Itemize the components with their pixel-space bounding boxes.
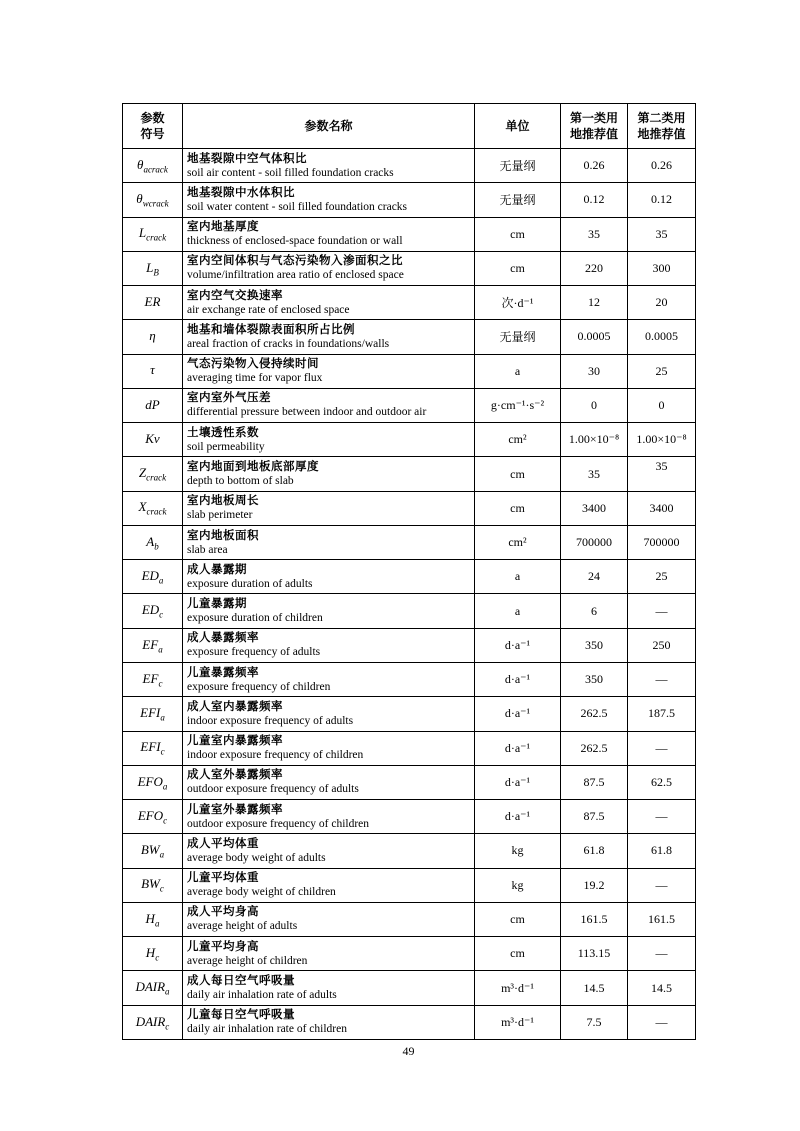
value-class2: 187.5 (628, 697, 696, 731)
param-symbol-main: BW (140, 842, 160, 858)
value-class1: 14.5 (561, 971, 628, 1005)
param-name-cell (183, 731, 475, 765)
value-class1: 24 (561, 560, 628, 594)
param-name-cell (183, 937, 475, 971)
table-row (123, 731, 696, 765)
param-symbol-sub: wcrack (142, 198, 169, 209)
param-name-cell (183, 251, 475, 285)
param-symbol-cell (123, 388, 183, 422)
table-header (123, 104, 696, 149)
param-name-zh: 儿童每日空气呼吸量 (187, 1009, 295, 1022)
param-symbol-cell (123, 731, 183, 765)
table-row (123, 834, 696, 868)
param-symbol-main: EFI (140, 739, 161, 755)
param-symbol-sub: b (154, 541, 159, 552)
param-symbol-sub: c (158, 678, 163, 689)
value-class1: 19.2 (561, 868, 628, 902)
param-symbol-cell (123, 800, 183, 834)
param-symbol-cell (123, 628, 183, 662)
header-line: 参数名称 (304, 119, 353, 133)
param-symbol-main: DAIR (135, 979, 166, 995)
param-name-cell (183, 834, 475, 868)
table-row (123, 1005, 696, 1039)
table-body (123, 149, 696, 1040)
param-name-cell (183, 697, 475, 731)
param-unit: a (475, 594, 561, 628)
param-name-zh: 地基和墙体裂隙表面积所占比例 (187, 323, 355, 336)
param-name-zh: 地基裂隙中空气体积比 (187, 152, 307, 165)
table-row (123, 868, 696, 902)
value-class2: 3400 (628, 491, 696, 525)
param-unit: kg (475, 834, 561, 868)
header-line: 第一类用 (569, 111, 618, 125)
param-name-cell (183, 560, 475, 594)
value-class2: — (628, 731, 696, 765)
param-name-zh: 儿童室外暴露频率 (187, 803, 283, 816)
header-line: 地推荐值 (569, 127, 618, 141)
param-symbol-cell (123, 251, 183, 285)
value-class2: — (628, 937, 696, 971)
param-symbol-main: BW (141, 876, 160, 892)
param-name-zh: 室内室外气压差 (187, 392, 271, 405)
param-name-zh: 成人室内暴露频率 (187, 700, 283, 713)
param-name-cell (183, 354, 475, 388)
param-name-en: average height of children (187, 954, 308, 967)
param-symbol-main: ED (141, 602, 160, 618)
table-row (123, 251, 696, 285)
param-symbol-cell (123, 937, 183, 971)
param-symbol-sub: c (159, 609, 164, 620)
param-symbol-main: θ (136, 191, 143, 207)
value-class2: 300 (628, 251, 696, 285)
param-name-en: areal fraction of cracks in foundations/walls (187, 337, 390, 350)
param-symbol-main: EF (142, 636, 159, 652)
param-unit: cm (475, 251, 561, 285)
param-name-cell (183, 800, 475, 834)
param-name-en: soil water content - soil filled foundation cracks (187, 200, 408, 213)
param-unit: d·a⁻¹ (475, 628, 561, 662)
param-name-cell (183, 525, 475, 559)
param-symbol-main: H (145, 944, 156, 960)
param-symbol-sub: crack (146, 232, 167, 243)
param-name-zh: 成人暴露频率 (187, 632, 259, 645)
table-row (123, 525, 696, 559)
param-symbol-sub: a (158, 644, 163, 655)
value-class2: — (628, 1005, 696, 1039)
value-class1: 61.8 (561, 834, 628, 868)
value-class1: 12 (561, 286, 628, 320)
param-symbol-sub: c (165, 1021, 170, 1032)
param-unit: cm (475, 937, 561, 971)
table-row (123, 902, 696, 936)
param-name-zh: 室内地基厚度 (187, 221, 259, 234)
param-name-cell (183, 971, 475, 1005)
param-name-cell (183, 423, 475, 457)
page-number: 49 (402, 1044, 415, 1058)
param-symbol-cell (123, 1005, 183, 1039)
param-symbol-cell (123, 217, 183, 251)
header-line: 单位 (505, 119, 530, 133)
param-name-cell (183, 388, 475, 422)
header-row (123, 104, 696, 149)
value-class1: 3400 (561, 491, 628, 525)
param-unit: cm (475, 491, 561, 525)
param-symbol-main: A (146, 533, 155, 549)
value-class1: 262.5 (561, 731, 628, 765)
param-name-cell (183, 594, 475, 628)
param-symbol-sub: a (158, 575, 164, 586)
param-name-zh: 地基裂隙中水体积比 (187, 186, 295, 199)
param-symbol-main: Z (138, 465, 147, 481)
header-line: 第二类用 (637, 111, 686, 125)
value-class2: — (628, 662, 696, 696)
param-symbol-main: τ (150, 362, 155, 378)
param-name-zh: 室内地板面积 (187, 529, 259, 542)
value-class1: 87.5 (561, 800, 628, 834)
value-class2: 0.26 (628, 149, 696, 183)
param-name-en: differential pressure between indoor and outdoor air (187, 406, 427, 419)
param-name-zh: 室内空气交换速率 (187, 289, 283, 302)
param-symbol-sub: crack (146, 472, 167, 483)
value-class2: 62.5 (628, 765, 696, 799)
param-unit: 无量纲 (475, 183, 561, 217)
param-symbol-main: Kv (145, 430, 160, 446)
param-unit: a (475, 560, 561, 594)
param-symbol-sub: c (155, 952, 160, 963)
param-symbol-cell (123, 457, 183, 491)
param-name-en: depth to bottom of slab (187, 475, 294, 488)
value-class1: 350 (561, 662, 628, 696)
table-row (123, 354, 696, 388)
table-row (123, 183, 696, 217)
param-symbol-cell (123, 286, 183, 320)
param-symbol-cell (123, 594, 183, 628)
value-class2: 20 (628, 286, 696, 320)
param-symbol-sub: a (165, 986, 170, 997)
table-row (123, 423, 696, 457)
param-name-zh: 儿童暴露期 (187, 598, 247, 611)
param-name-en: average body weight of adults (187, 851, 326, 864)
param-name-en: averaging time for vapor flux (187, 372, 323, 385)
param-symbol-sub: crack (146, 507, 167, 518)
value-class1: 35 (561, 217, 628, 251)
param-name-cell (183, 662, 475, 696)
param-name-cell (183, 1005, 475, 1039)
param-name-en: slab area (187, 543, 228, 556)
table-row (123, 149, 696, 183)
param-unit: cm² (475, 423, 561, 457)
value-class1: 30 (561, 354, 628, 388)
param-symbol-sub: B (153, 267, 159, 278)
value-class2: — (628, 868, 696, 902)
param-name-cell (183, 457, 475, 491)
param-name-en: exposure frequency of adults (187, 646, 321, 659)
value-class2: 25 (628, 354, 696, 388)
value-class2: 0.0005 (628, 320, 696, 354)
col-header-class1-value (561, 104, 628, 149)
param-name-zh: 儿童室内暴露频率 (187, 735, 283, 748)
table-row (123, 662, 696, 696)
param-name-zh: 土壤透性系数 (187, 426, 259, 439)
param-name-zh: 气态污染物入侵持续时间 (187, 358, 319, 371)
param-symbol-cell (123, 423, 183, 457)
param-symbol-main: EFI (140, 705, 161, 721)
param-symbol-main: DAIR (135, 1013, 166, 1029)
param-symbol-main: EFO (137, 773, 163, 789)
value-class1: 0.26 (561, 149, 628, 183)
param-unit: cm (475, 457, 561, 491)
param-symbol-sub: c (159, 884, 164, 894)
param-unit: cm (475, 902, 561, 936)
param-symbol-main: X (138, 499, 147, 515)
value-class1: 262.5 (561, 697, 628, 731)
value-class1: 1.00×10⁻⁸ (561, 423, 628, 457)
param-name-en: thickness of enclosed-space foundation or wall (187, 235, 403, 248)
param-symbol-cell (123, 491, 183, 525)
value-class1: 350 (561, 628, 628, 662)
param-name-cell (183, 286, 475, 320)
param-symbol-main: L (138, 225, 147, 241)
param-name-zh: 室内地板周长 (187, 495, 259, 508)
param-symbol-cell (123, 902, 183, 936)
param-unit: 无量纲 (475, 149, 561, 183)
param-symbol-sub: a (162, 781, 168, 792)
param-symbol-cell (123, 183, 183, 217)
param-unit: a (475, 354, 561, 388)
value-class2: 161.5 (628, 902, 696, 936)
param-unit: 次·d⁻¹ (475, 286, 561, 320)
param-symbol-main: η (149, 328, 156, 344)
param-unit: m³·d⁻¹ (475, 1005, 561, 1039)
param-symbol-main: H (145, 910, 155, 926)
value-class2: 0 (628, 388, 696, 422)
table-row (123, 765, 696, 799)
param-symbol-cell (123, 149, 183, 183)
table-row (123, 697, 696, 731)
table-row (123, 491, 696, 525)
value-class1: 0.0005 (561, 320, 628, 354)
table-row (123, 560, 696, 594)
value-class2: 14.5 (628, 971, 696, 1005)
param-name-zh: 室内地面到地板底部厚度 (187, 461, 319, 474)
value-class1: 87.5 (561, 765, 628, 799)
param-name-cell (183, 183, 475, 217)
param-name-en: daily air inhalation rate of children (187, 1023, 347, 1036)
param-unit: kg (475, 868, 561, 902)
param-name-cell (183, 902, 475, 936)
param-name-zh: 成人暴露期 (187, 563, 247, 576)
param-symbol-main: L (146, 259, 154, 275)
value-class1: 220 (561, 251, 628, 285)
param-symbol-sub: a (159, 849, 165, 860)
table-row (123, 594, 696, 628)
param-symbol-sub: a (160, 712, 165, 723)
param-symbol-cell (123, 354, 183, 388)
param-unit: cm² (475, 525, 561, 559)
header-line: 符号 (140, 127, 165, 141)
param-name-en: air exchange rate of enclosed space (187, 303, 350, 316)
param-name-zh: 儿童暴露频率 (187, 666, 259, 679)
table-row (123, 937, 696, 971)
param-name-zh: 成人室外暴露频率 (187, 769, 283, 782)
param-unit: 无量纲 (475, 320, 561, 354)
param-name-en: daily air inhalation rate of adults (187, 989, 337, 1001)
value-class2: 25 (628, 560, 696, 594)
param-symbol-cell (123, 320, 183, 354)
col-header-name (183, 104, 475, 149)
param-unit: m³·d⁻¹ (475, 971, 561, 1005)
value-class2: — (628, 800, 696, 834)
value-class1: 7.5 (561, 1005, 628, 1039)
table-row (123, 286, 696, 320)
param-symbol-cell (123, 834, 183, 868)
value-class1: 113.15 (561, 937, 628, 971)
param-name-zh: 成人平均体重 (187, 837, 259, 850)
table-row (123, 217, 696, 251)
param-name-en: average body weight of children (187, 886, 336, 899)
value-class1: 35 (561, 457, 628, 491)
value-class2: — (628, 594, 696, 628)
value-class2: 0.12 (628, 183, 696, 217)
value-class2: 61.8 (628, 834, 696, 868)
value-class1: 161.5 (561, 902, 628, 936)
value-class2: 700000 (628, 525, 696, 559)
param-name-cell (183, 868, 475, 902)
value-class2: 35 (628, 217, 696, 251)
param-name-en: slab perimeter (187, 509, 253, 522)
param-symbol-cell (123, 662, 183, 696)
param-name-en: exposure duration of children (187, 612, 323, 625)
param-symbol-cell (123, 525, 183, 559)
col-header-symbol (123, 104, 183, 149)
table-row (123, 320, 696, 354)
param-symbol-main: ED (141, 568, 159, 584)
param-symbol-sub: a (154, 918, 160, 929)
param-name-en: outdoor exposure frequency of children (187, 817, 370, 830)
param-name-cell (183, 320, 475, 354)
param-name-cell (183, 217, 475, 251)
param-unit: cm (475, 217, 561, 251)
param-name-cell (183, 628, 475, 662)
param-symbol-main: EFO (137, 807, 164, 823)
value-class1: 0.12 (561, 183, 628, 217)
value-class2: 1.00×10⁻⁸ (628, 423, 696, 457)
param-symbol-main: dP (145, 396, 160, 412)
value-class1: 6 (561, 594, 628, 628)
header-line: 参数 (140, 111, 165, 125)
param-name-en: indoor exposure frequency of children (187, 749, 364, 762)
col-header-class2-value (628, 104, 696, 149)
param-name-en: outdoor exposure frequency of adults (187, 783, 359, 796)
col-header-unit (475, 104, 561, 149)
value-class1: 0 (561, 388, 628, 422)
param-name-zh: 成人平均身高 (187, 906, 259, 919)
param-name-zh: 儿童平均体重 (187, 872, 259, 885)
table-row (123, 388, 696, 422)
param-symbol-cell (123, 697, 183, 731)
table-row (123, 800, 696, 834)
param-name-zh: 室内空间体积与气态污染物入渗面积之比 (187, 255, 403, 268)
param-symbol-main: EF (142, 670, 159, 686)
param-unit: g·cm⁻¹·s⁻² (475, 388, 561, 422)
value-class1: 700000 (561, 525, 628, 559)
param-name-cell (183, 491, 475, 525)
parameter-table (122, 103, 696, 1040)
value-class2: 35 (628, 457, 696, 491)
param-symbol-sub: c (163, 815, 168, 826)
param-symbol-sub: acrack (143, 164, 168, 175)
param-name-cell (183, 765, 475, 799)
param-name-cell (183, 149, 475, 183)
param-name-en: soil air content - soil filled foundation cracks (187, 166, 394, 179)
param-symbol-cell (123, 765, 183, 799)
param-name-en: exposure frequency of children (187, 680, 331, 693)
param-symbol-cell (123, 868, 183, 902)
param-name-en: exposure duration of adults (187, 577, 313, 590)
param-symbol-main: θ (137, 156, 144, 172)
param-unit: d·a⁻¹ (475, 697, 561, 731)
param-name-en: soil permeability (187, 440, 265, 453)
param-name-en: average height of adults (187, 920, 298, 933)
param-name-en: indoor exposure frequency of adults (187, 714, 354, 727)
param-unit: d·a⁻¹ (475, 800, 561, 834)
header-line: 地推荐值 (637, 127, 686, 141)
param-name-en: volume/infiltration area ratio of enclosed space (187, 269, 404, 282)
table-row (123, 628, 696, 662)
param-symbol-cell (123, 560, 183, 594)
param-symbol-cell (123, 971, 183, 1005)
table-row (123, 457, 696, 491)
value-class2: 250 (628, 628, 696, 662)
param-unit: d·a⁻¹ (475, 662, 561, 696)
param-symbol-main: ER (144, 293, 161, 309)
param-unit: d·a⁻¹ (475, 731, 561, 765)
param-name-zh: 成人每日空气呼吸量 (187, 975, 295, 987)
param-symbol-sub: c (160, 746, 165, 757)
table-row (123, 971, 696, 1005)
param-name-zh: 儿童平均身高 (187, 940, 259, 953)
param-unit: d·a⁻¹ (475, 765, 561, 799)
